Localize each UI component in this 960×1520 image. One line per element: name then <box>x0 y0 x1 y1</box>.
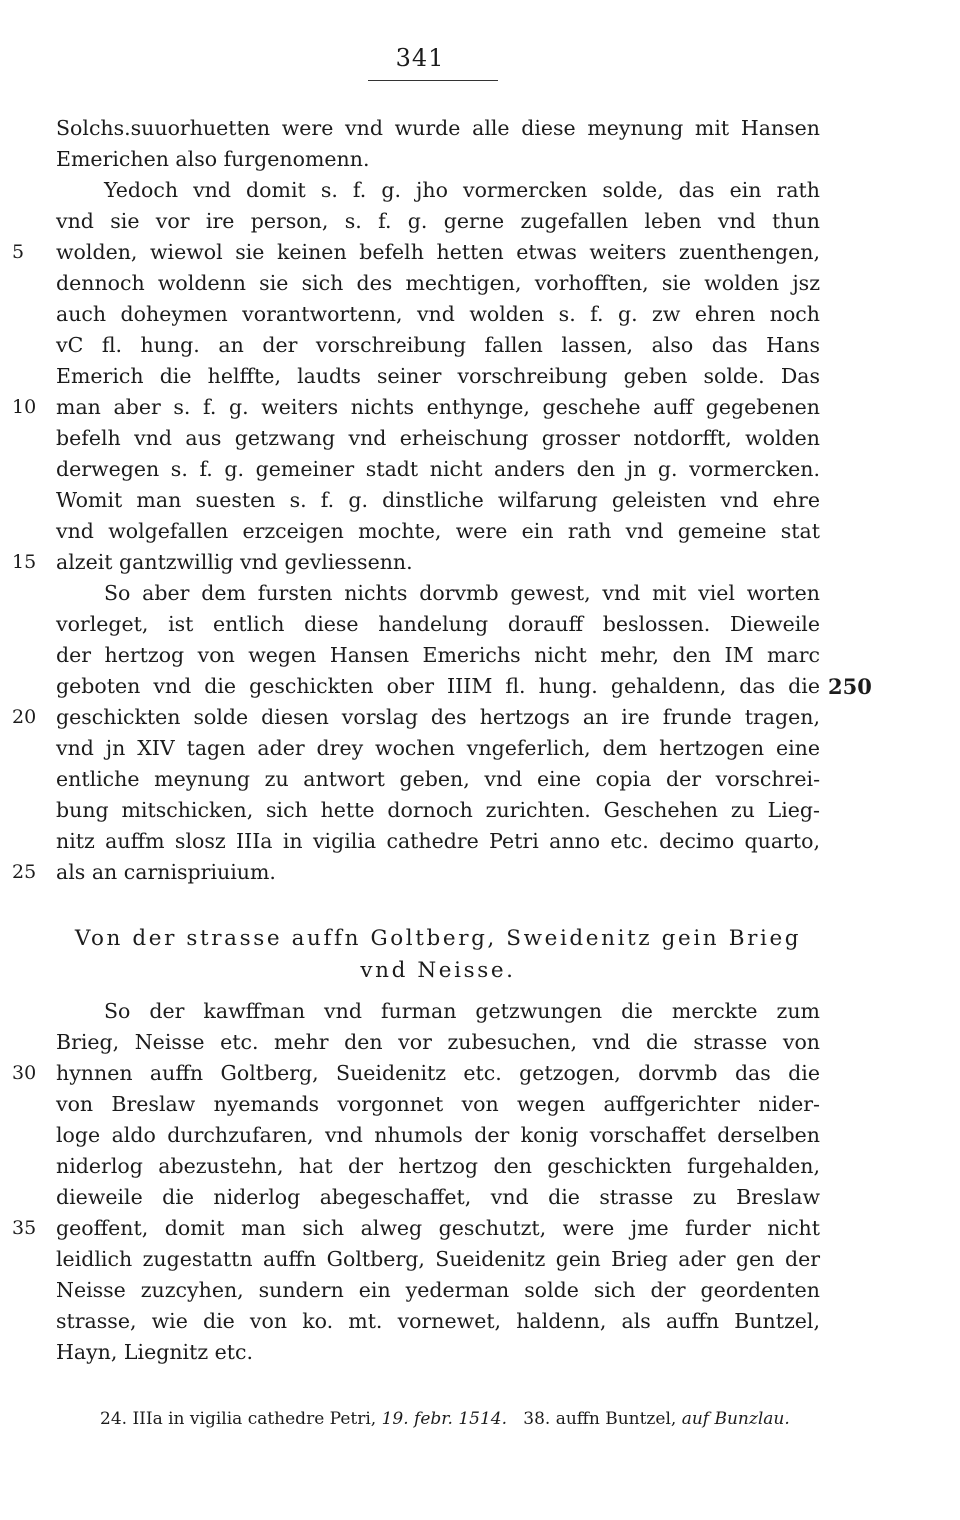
text-line: 15 alzeit gantzwillig vnd gevliessenn. <box>56 547 820 578</box>
footnote-date: 19. febr. 1514. <box>381 1409 508 1429</box>
text-line: dennoch woldenn sie sich des mechtigen, vorhofften, sie wolden jsz <box>56 271 820 295</box>
text-line: vC fl. hung. an der vorschreibung fallen lassen, also das Hans <box>56 333 820 357</box>
text-line: loge aldo durchzufaren, vnd nhumols der konig vorschaffet derselben <box>56 1123 820 1147</box>
text-line: derwegen s. f. g. gemeiner stadt nicht anders den jn g. vormercken. <box>56 457 820 481</box>
text-line: auch doheymen vorantwortenn, vnd wolden s. f. g. zw ehren noch <box>56 302 820 326</box>
text-line: vnd sie vor ire person, s. f. g. gerne zugefallen leben vnd thun <box>56 209 820 233</box>
text-line: Brieg, Neisse etc. mehr den vor zubesuchen, vnd die strasse von <box>56 1030 820 1054</box>
text-line: 20 geschickten solde diesen vorslag des hertzogs an ire frunde tragen, <box>56 702 820 733</box>
text-line: bung mitschicken, sich hette dornoch zurichten. Geschehen zu Lieg- <box>56 798 820 822</box>
footnote <box>100 1405 860 1433</box>
text-line: entliche meynung zu antwort geben, vnd eine copia der vorschrei- <box>56 767 820 791</box>
text-line: Yedoch vnd domit s. f. g. jho vormercken solde, das ein rath <box>104 178 820 202</box>
text-line: Womit man suesten s. f. g. dinstliche wilfarung geleisten vnd ehre <box>56 488 820 512</box>
section-heading-continued: vnd Neisse. <box>360 958 516 983</box>
text-line: Hayn, Liegnitz etc. <box>56 1340 254 1364</box>
text-line: niderlog abezustehn, hat der hertzog den geschickten furgehalden, <box>56 1154 820 1178</box>
text-line: 10 man aber s. f. g. weiters nichts enthynge, geschehe auff gegebenen <box>56 392 820 423</box>
text-line: So der kawffman vnd furman getzwungen die merckte zum <box>104 999 820 1023</box>
line-number: 30 <box>12 1062 37 1084</box>
line-number: 35 <box>12 1217 37 1239</box>
text-line: 30 hynnen auffn Goltberg, Sueidenitz etc. getzogen, dorvmb das die <box>56 1058 820 1089</box>
margin-reference: 250 <box>828 674 872 699</box>
text-line: der hertzog von wegen Hansen Emerichs nicht mehr, den IM marc <box>56 643 820 667</box>
text-line: geboten vnd die geschickten ober IIIM fl. hung. gehaldenn, das die <box>56 674 820 698</box>
text-line: nitz auffm slosz IIIa in vigilia cathedre Petri anno etc. decimo quarto, <box>56 829 820 853</box>
line-number: 10 <box>12 396 37 418</box>
text-line: befelh vnd aus getzwang vnd erheischung grosser notdorfft, wolden <box>56 426 820 450</box>
text-line: 35 geoffent, domit man sich alweg geschutzt, were jme furder nicht <box>56 1213 820 1244</box>
line-number: 25 <box>12 861 37 883</box>
text-line: 25 als an carnispriuium. <box>56 857 820 888</box>
line-number: 20 <box>12 706 37 728</box>
text-line: dieweile die niderlog abegeschaffet, vnd die strasse zu Breslaw <box>56 1185 820 1209</box>
text-line: Emerichen also furgenomenn. <box>56 147 370 171</box>
text-line: 5 wolden, wiewol sie keinen befelh hetten etwas weiters zuenthengen, <box>56 237 820 268</box>
text-line: von Breslaw nyemands vorgonnet von wegen auffgerichter nider- <box>56 1092 820 1116</box>
footnote-gloss: auf Bunzlau. <box>681 1409 790 1429</box>
text-line: Neisse zuzcyhen, sundern ein yederman solde sich der geordenten <box>56 1278 820 1302</box>
text-line: strasse, wie die von ko. mt. vornewet, haldenn, als auffn Buntzel, <box>56 1309 820 1333</box>
line-number: 15 <box>12 551 37 573</box>
text-line: leidlich zugestattn auffn Goltberg, Sueidenitz gein Brieg ader gen der <box>56 1247 820 1271</box>
text-line: vorleget, ist entlich diese handelung dorauff beslossen. Dieweile <box>56 612 820 636</box>
footnote-text: 24. IIIa in vigilia cathedre Petri, <box>100 1409 377 1429</box>
text-line: Emerich die helffte, laudts seiner vorschreibung geben solde. Das <box>56 364 820 388</box>
page-number: 341 <box>395 44 445 72</box>
text-line: Solchs.suuorhuetten were vnd wurde alle diese meynung mit Hansen <box>56 116 820 140</box>
text-line: vnd jn XIV tagen ader drey wochen vngeferlich, dem hertzogen eine <box>56 736 820 760</box>
page-number-rule <box>368 80 498 81</box>
text-line: vnd wolgefallen erzceigen mochte, were ein rath vnd gemeine stat <box>56 519 820 543</box>
text-line: So aber dem fursten nichts dorvmb gewest, vnd mit viel worten <box>104 581 820 605</box>
footnote-text: 38. auffn Buntzel, <box>523 1409 677 1429</box>
section-heading: Von der strasse auffn Goltberg, Sweidenitz gein Brieg <box>74 926 802 951</box>
line-number: 5 <box>12 241 25 263</box>
